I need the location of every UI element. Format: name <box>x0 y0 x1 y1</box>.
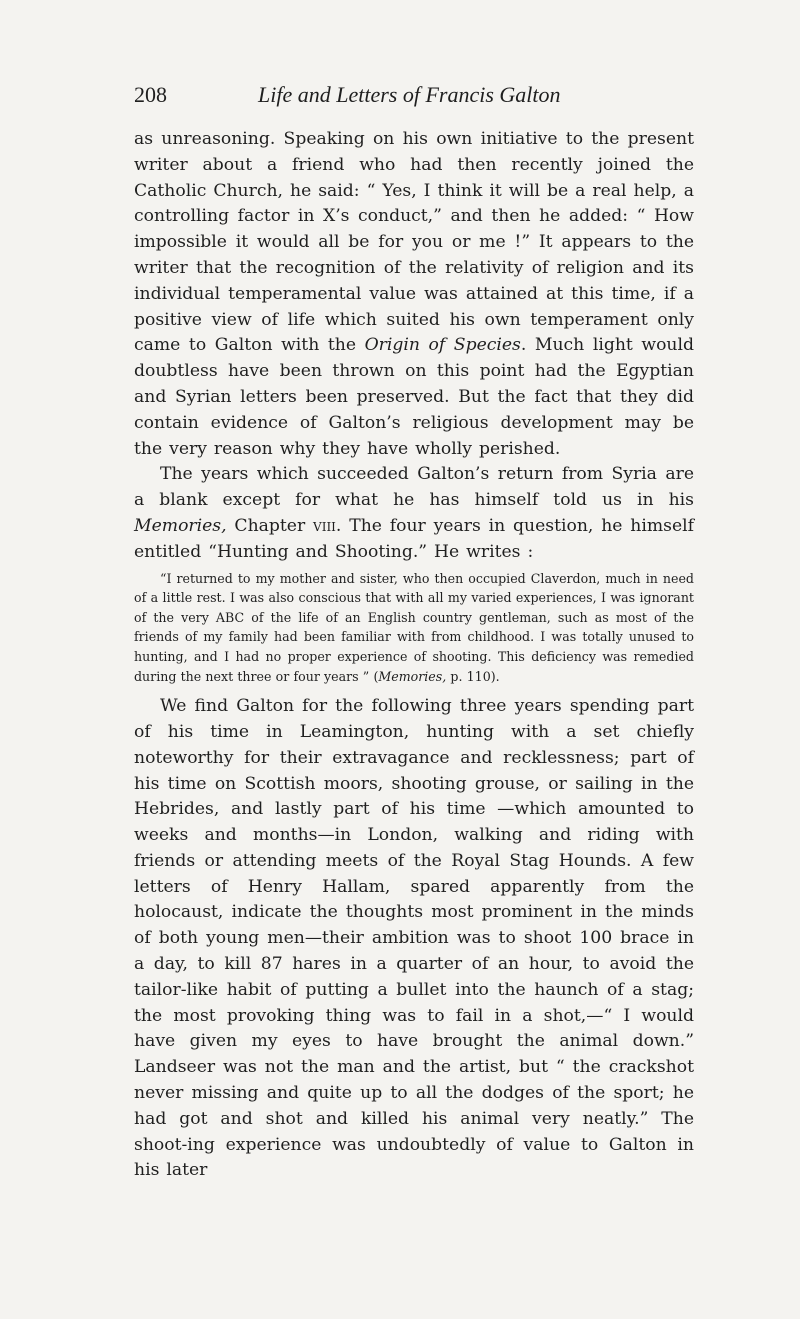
quote-memories-title: Memories, <box>378 668 447 684</box>
paragraph-1-text-b: . Much light would doubtless have been thrown on this point had the Egyptian and Syrian letters been preserved. But the fact that they did contain evidence of Galton’s religious development may be the very reason why they have wholly perished. <box>134 335 694 459</box>
paragraph-1-text-a: as unreasoning. Speaking on his own initiative to the present writer about a friend who had then recently joined the Catholic Church, he said: “ Yes, I think it will be a real help, a controlling factor in X’s conduct,” and then he added: “ How impossible it would all be for you or me !” It appears to the writer that the recognition of the relativity of religion and its individual temperamental value was attained at this time, if a positive view of life which suited his own temperament only came to Galton with the <box>134 129 694 356</box>
quote-text-a: “I returned to my mother and sister, who then occupied Claverdon, much in need of a little rest. I was also conscious that with all my varied experiences, I was ignorant of the very ABC of the life of an English country gentleman, such as most of the friends of my family had been familiar with from childhood. I was totally unused to hunting, and I had no proper experience of shooting. This deficiency was remedied during the next three or four years ” ( <box>134 570 694 684</box>
quote-paragraph <box>134 569 694 687</box>
memories-title: Memories, <box>134 515 227 536</box>
origin-of-species-title: Origin of Species <box>364 335 521 356</box>
chapter-number: viii. <box>313 515 342 536</box>
page-header <box>134 82 692 114</box>
paragraph-2-text-a: The years which succeeded Galton’s return from Syria are a blank except for what he has himself told us in his <box>134 464 694 511</box>
paragraph-2 <box>134 462 694 565</box>
block-quote <box>134 569 694 687</box>
page-number: 208 <box>134 82 167 107</box>
paragraph-2-text-c: The four years in question, he himself entitled “Hunting and Shooting.” He writes : <box>134 515 694 562</box>
running-title: Life and Letters of Francis Galton <box>258 82 561 107</box>
quote-text-b: p. 110). <box>446 668 500 684</box>
paragraph-3: We find Galton for the following three years spending part of his time in Leamington, hunting with a set chiefly noteworthy for their extravagance and recklessness; part of his time on Scottish moors, shooting grouse, or sailing in the Hebrides, and lastly part of his time —which amounted to weeks and months—in London, walking and riding with friends or attending meets of the Royal Stag Hounds. A few letters of Henry Hallam, spared apparently from the holocaust, indicate the thoughts most prominent in the minds of both young men—their ambition was to shoot 100 brace in a day, to kill 87 hares in a quarter of an hour, to avoid the tailor-like habit of putting a bullet into the haunch of a stag; the most provoking thing was to fail in a shot,—“ I would have given my eyes to have brought the animal down.” Landseer was not the man and the artist, but “ the crackshot never missing and quite up to all the dodges of the sport; he had got and shot and killed his animal very neatly.” The shoot-ing experience was undoubtedly of value to Galton in his later <box>134 696 694 1181</box>
paragraph-2-text-b: Chapter <box>226 515 314 536</box>
body-text <box>134 127 694 1184</box>
paragraph-1 <box>134 127 694 462</box>
